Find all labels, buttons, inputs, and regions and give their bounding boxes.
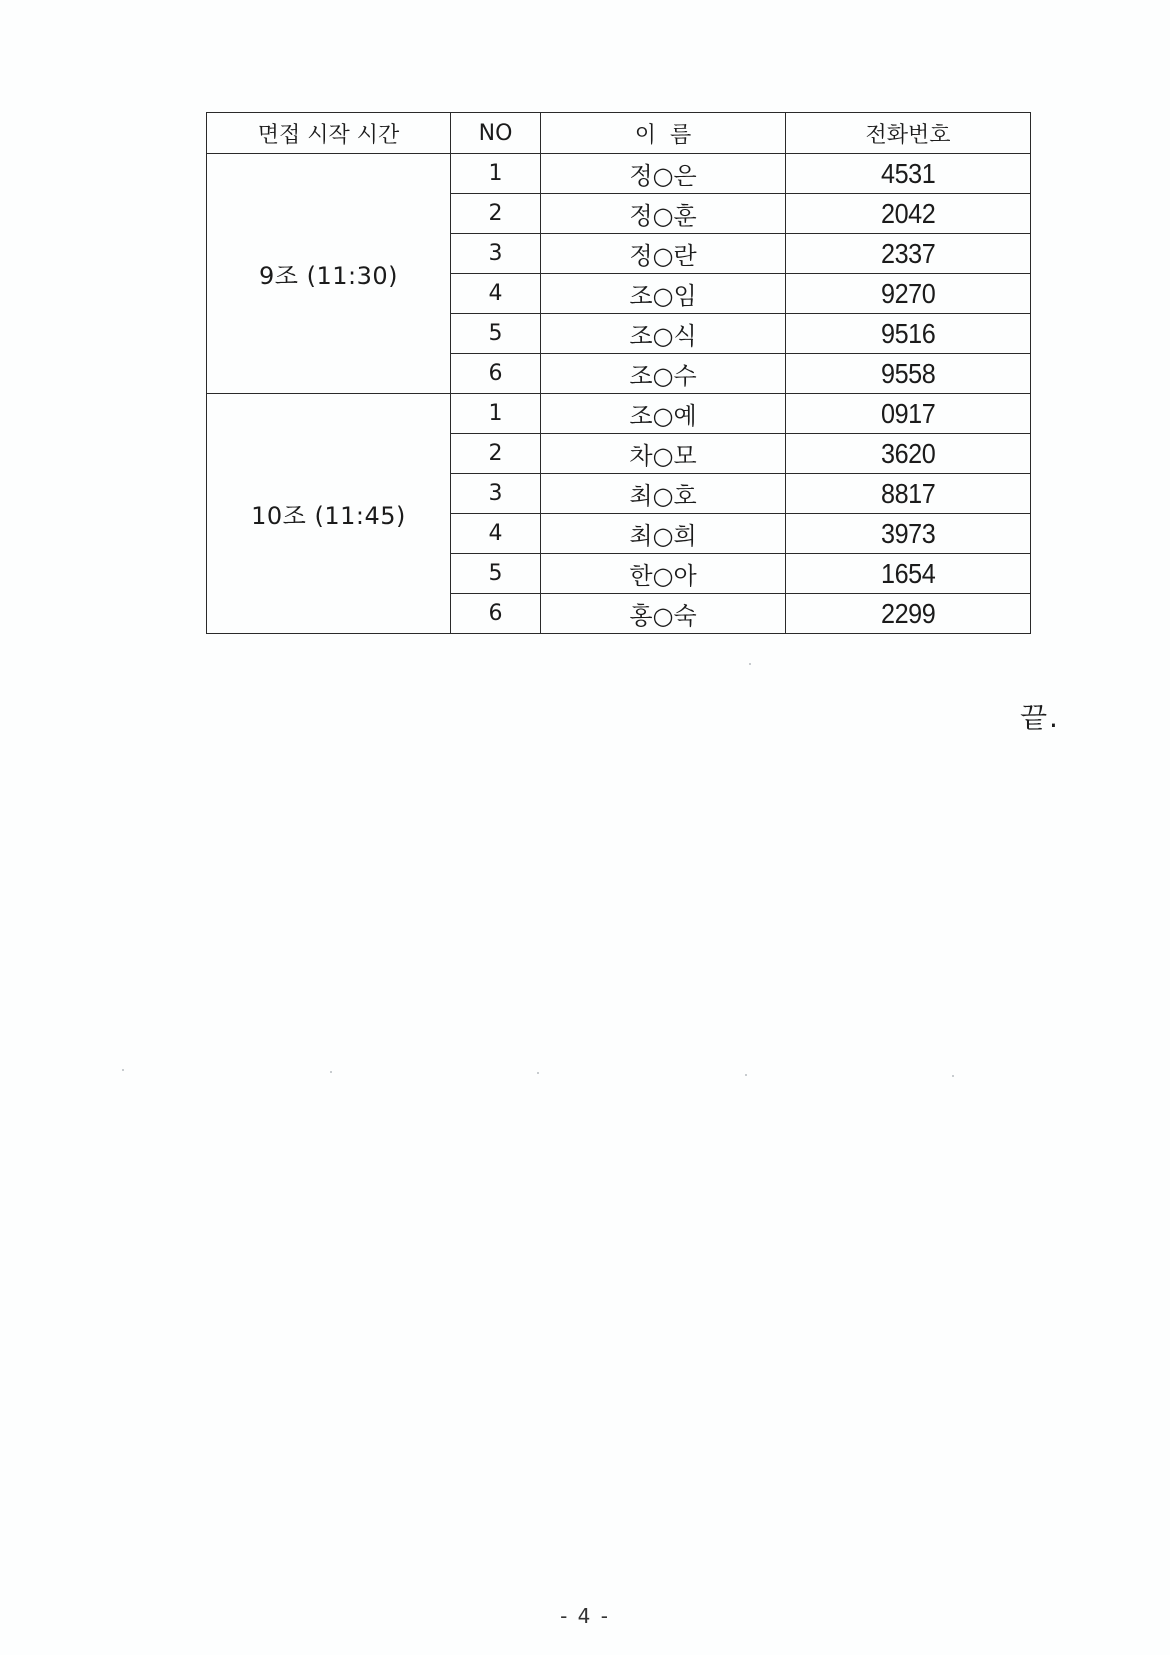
row-name: 정○은 [541,154,786,194]
row-phone: 3620 [786,434,1031,474]
row-phone: 9558 [786,354,1031,394]
row-name: 정○훈 [541,194,786,234]
row-name: 조○임 [541,274,786,314]
table-row [207,154,1031,194]
row-name: 한○아 [541,554,786,594]
table-body [207,154,1031,634]
row-no: 2 [451,194,541,234]
scan-speck [745,1074,747,1076]
header-name: 이 름 [541,113,786,154]
row-no: 3 [451,474,541,514]
row-phone: 4531 [786,154,1031,194]
row-no: 3 [451,234,541,274]
scan-speck [537,1072,539,1074]
row-no: 6 [451,354,541,394]
row-name: 조○수 [541,354,786,394]
row-name: 최○호 [541,474,786,514]
row-no: 1 [451,154,541,194]
row-phone: 2299 [786,594,1031,634]
row-name: 조○예 [541,394,786,434]
scan-speck [749,663,751,665]
scan-speck [952,1075,954,1077]
group-label: 9조 (11:30) [207,154,451,394]
header-phone: 전화번호 [786,113,1031,154]
row-phone: 2042 [786,194,1031,234]
row-name: 최○희 [541,514,786,554]
row-phone: 1654 [786,554,1031,594]
row-name: 정○란 [541,234,786,274]
row-name: 차○모 [541,434,786,474]
interview-schedule-table [206,112,1031,634]
end-mark: 끝. [1020,701,1060,734]
group-label: 10조 (11:45) [207,394,451,634]
row-name: 조○식 [541,314,786,354]
row-phone: 8817 [786,474,1031,514]
row-no: 4 [451,514,541,554]
header-start-time: 면접 시작 시간 [207,113,451,154]
row-phone: 9516 [786,314,1031,354]
scan-speck [330,1071,332,1073]
row-no: 5 [451,314,541,354]
page-number: - 4 - [560,1604,610,1628]
row-phone: 2337 [786,234,1031,274]
header-no: NO [451,113,541,154]
row-no: 6 [451,594,541,634]
row-phone: 9270 [786,274,1031,314]
row-no: 2 [451,434,541,474]
row-name: 홍○숙 [541,594,786,634]
row-no: 1 [451,394,541,434]
row-no: 4 [451,274,541,314]
table-header [207,113,1031,154]
row-phone: 3973 [786,514,1031,554]
row-phone: 0917 [786,394,1031,434]
scan-speck [122,1069,124,1071]
header-row [207,113,1031,154]
row-no: 5 [451,554,541,594]
table-row [207,394,1031,434]
